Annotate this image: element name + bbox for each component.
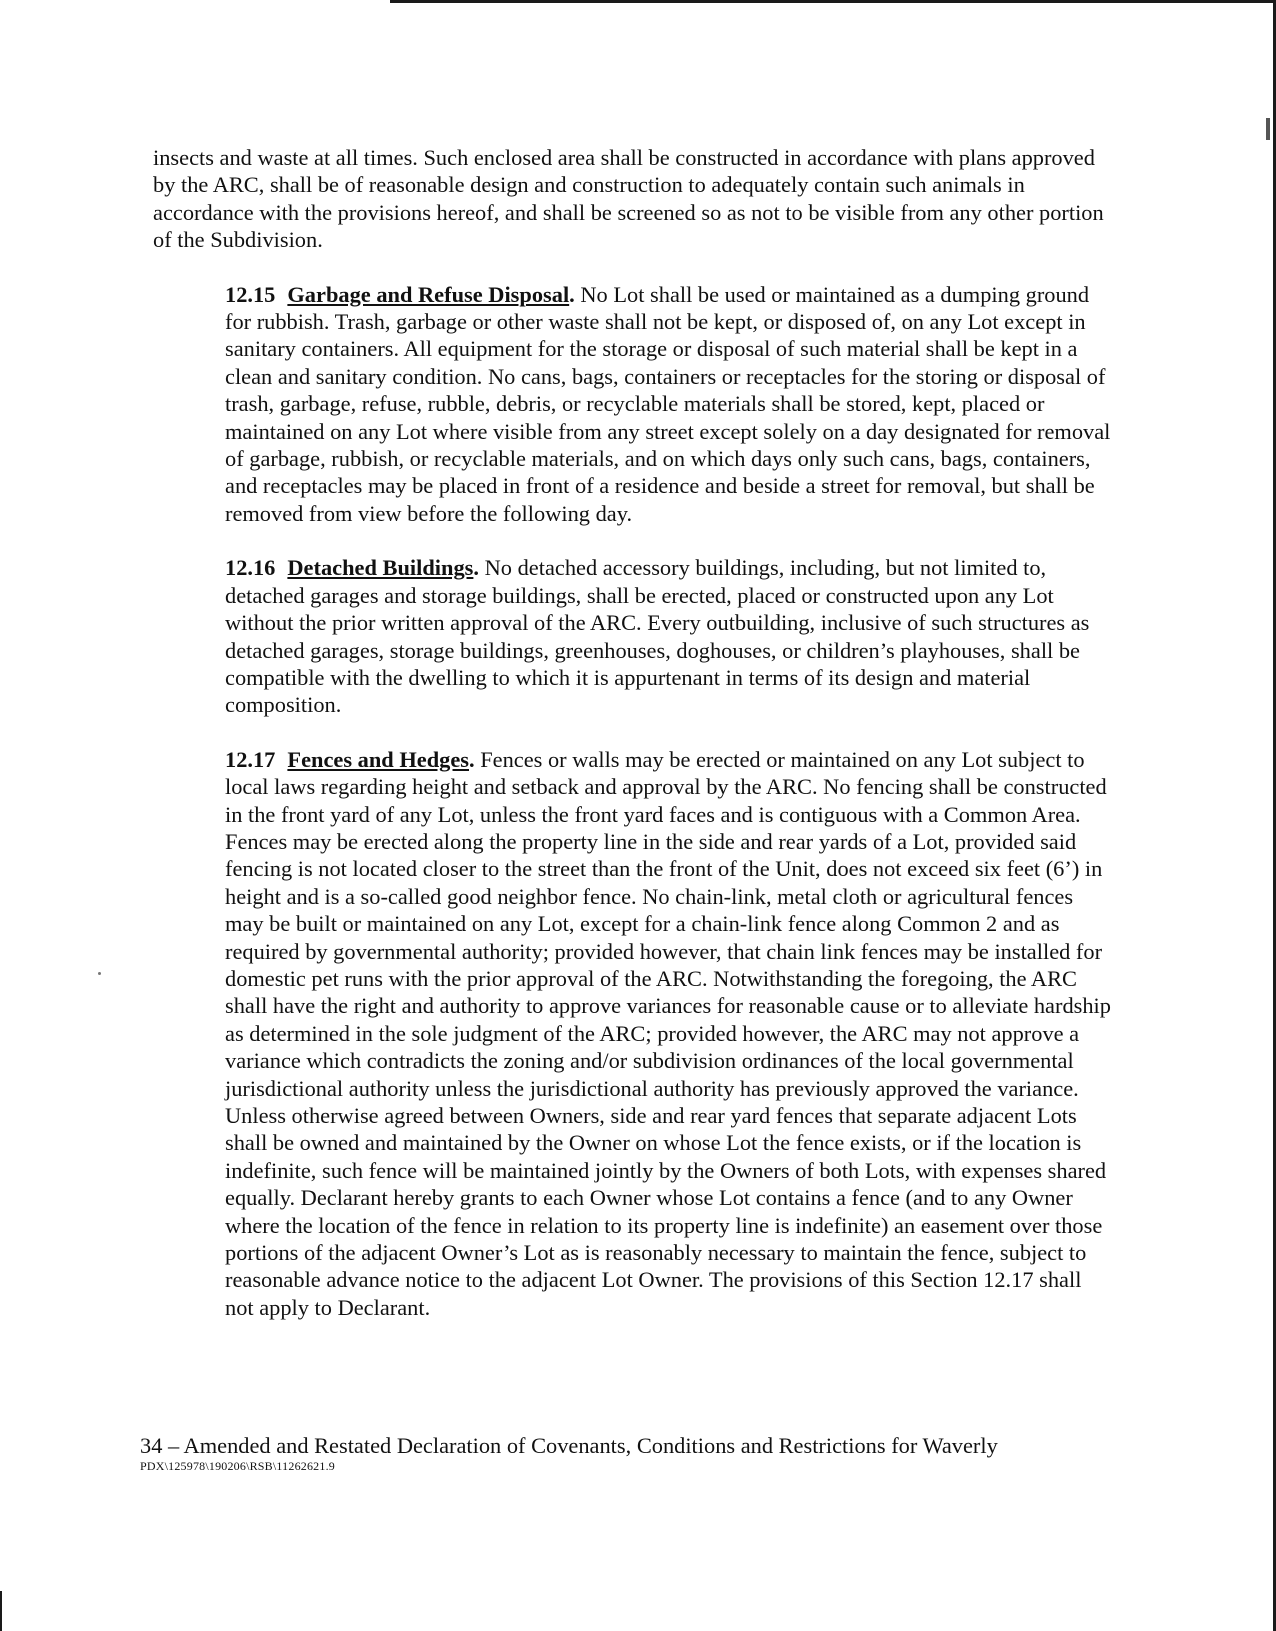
section-number: 12.15 bbox=[225, 281, 276, 307]
section-12-16: 12.16 Detached Buildings. No detached accessory buildings, including, but not limited to, detached garages and storage buildings, shall be erected, placed or constructed upon any Lot without the prior written approval of the ARC. Every outbuilding, inclusive of such structures as detached garages, storage buildings, greenhouses, doghouses, or children’s playhouses, shall be compatible with the dwelling to which it is appurtenant in terms of its design and material composition. bbox=[225, 555, 1090, 718]
section-title: Garbage and Refuse Disposal bbox=[287, 281, 570, 307]
document-body bbox=[153, 144, 1113, 1321]
section-title: Detached Buildings bbox=[287, 555, 474, 581]
footer-page-line: 34 – Amended and Restated Declaration of Covenants, Conditions and Restrictions for Waverly bbox=[140, 1433, 998, 1458]
scan-mark bbox=[1266, 118, 1270, 140]
section-body: No Lot shall be used or maintained as a dumping ground for rubbish. Trash, garbage or other waste shall not be kept, or disposed of, on any Lot except in sanitary containers. All equipment for the storage or disposal of such material shall be kept in a clean and sanitary condition. No cans, bags, containers or receptacles for the storing or disposal of trash, garbage, refuse, rubble, debris, or recyclable materials shall be stored, kept, placed or maintained on any Lot where visible from any street except solely on a day designated for removal of garbage, rubbish, or recyclable materials, and on which days only such cans, bags, containers, and receptacles may be placed in front of a residence and beside a street for removal, but shall be removed from view before the following day. bbox=[225, 281, 1111, 526]
section-number: 12.17 bbox=[225, 746, 276, 772]
intro-paragraph: insects and waste at all times. Such enclosed area shall be constructed in accordance with plans approved by the ARC, shall be of reasonable design and construction to adequately contain such animals in accordance with the provisions hereof, and shall be screened so as not to be visible from any other portion of the Subdivision. bbox=[153, 145, 1104, 253]
section-12-15: 12.15 Garbage and Refuse Disposal. No Lot shall be used or maintained as a dumping ground for rubbish. Trash, garbage or other waste shall not be kept, or disposed of, on any Lot except in sanitary containers. All equipment for the storage or disposal of such material shall be kept in a clean and sanitary condition. No cans, bags, containers or receptacles for the storing or disposal of trash, garbage, refuse, rubble, debris, or recyclable materials shall be stored, kept, placed or maintained on any Lot where visible from any street except solely on a day designated for removal of garbage, rubbish, or recyclable materials, and on which days only such cans, bags, containers, and receptacles may be placed in front of a residence and beside a street for removal, but shall be removed from view before the following day. bbox=[225, 281, 1111, 526]
section-number: 12.16 bbox=[225, 555, 276, 581]
section-title: Fences and Hedges bbox=[287, 746, 469, 772]
scan-border-left bbox=[0, 1591, 2, 1631]
page-footer bbox=[140, 1433, 1100, 1473]
scan-border-top bbox=[390, 0, 1276, 3]
section-body: No detached accessory buildings, including, but not limited to, detached garages and storage buildings, shall be erected, placed or constructed upon any Lot without the prior written approval of the ARC. Every outbuilding, inclusive of such structures as detached garages, storage buildings, greenhouses, doghouses, or children’s playhouses, shall be compatible with the dwelling to which it is appurtenant in terms of its design and material composition. bbox=[225, 555, 1090, 718]
section-body: Fences or walls may be erected or maintained on any Lot subject to local laws regarding height and setback and approval by the ARC. No fencing shall be constructed in the front yard of any Lot, unless the front yard faces and is contiguous with a Common Area. Fences may be erected along the property line in the side and rear yards of a Lot, provided said fencing is not located closer to the street than the front of the Unit, does not exceed six feet (6’) in height and is a so-called good neighbor fence. No chain-link, metal cloth or agricultural fences may be built or maintained on any Lot, except for a chain-link fence along Common 2 and as required by governmental authority; provided however, that chain link fences may be installed for domestic pet runs with the prior approval of the ARC. Notwithstanding the foregoing, the ARC shall have the right and authority to approve variances for reasonable cause or to alleviate hardship as determined in the sole judgment of the ARC; provided however, the ARC may not approve a variance which contradicts the zoning and/or subdivision ordinances of the local governmental jurisdictional authority unless the jurisdictional authority has previously approved the variance. Unless otherwise agreed between Owners, side and rear yard fences that separate adjacent Lots shall be owned and maintained by the Owner on whose Lot the fence exists, or if the location is indefinite, such fence will be maintained jointly by the Owners of both Lots, with expenses shared equally. Declarant hereby grants to each Owner whose Lot contains a fence (and to any Owner where the location of the fence in relation to its property line is indefinite) an easement over those portions of the adjacent Owner’s Lot as is reasonably necessary to maintain the fence, subject to reasonable advance notice to the adjacent Lot Owner. The provisions of this Section 12.17 shall not apply to Declarant. bbox=[225, 746, 1111, 1320]
scan-speck bbox=[98, 972, 101, 975]
section-12-17: 12.17 Fences and Hedges. Fences or walls may be erected or maintained on any Lot subject to local laws regarding height and setback and approval by the ARC. No fencing shall be constructed in the front yard of any Lot, unless the front yard faces and is contiguous with a Common Area. Fences may be erected along the property line in the side and rear yards of a Lot, provided said fencing is not located closer to the street than the front of the Unit, does not exceed six feet (6’) in height and is a so-called good neighbor fence. No chain-link, metal cloth or agricultural fences may be built or maintained on any Lot, except for a chain-link fence along Common 2 and as required by governmental authority; provided however, that chain link fences may be installed for domestic pet runs with the prior approval of the ARC. Notwithstanding the foregoing, the ARC shall have the right and authority to approve variances for reasonable cause or to alleviate hardship as determined in the sole judgment of the ARC; provided however, the ARC may not approve a variance which contradicts the zoning and/or subdivision ordinances of the local governmental jurisdictional authority unless the jurisdictional authority has previously approved the variance. Unless otherwise agreed between Owners, side and rear yard fences that separate adjacent Lots shall be owned and maintained by the Owner on whose Lot the fence exists, or if the location is indefinite, such fence will be maintained jointly by the Owners of both Lots, with expenses shared equally. Declarant hereby grants to each Owner whose Lot contains a fence (and to any Owner where the location of the fence in relation to its property line is indefinite) an easement over those portions of the adjacent Owner’s Lot as is reasonably necessary to maintain the fence, subject to reasonable advance notice to the adjacent Lot Owner. The provisions of this Section 12.17 shall not apply to Declarant. bbox=[225, 746, 1111, 1320]
footer-doc-code: PDX\125978\190206\RSB\11262621.9 bbox=[140, 1459, 335, 1473]
